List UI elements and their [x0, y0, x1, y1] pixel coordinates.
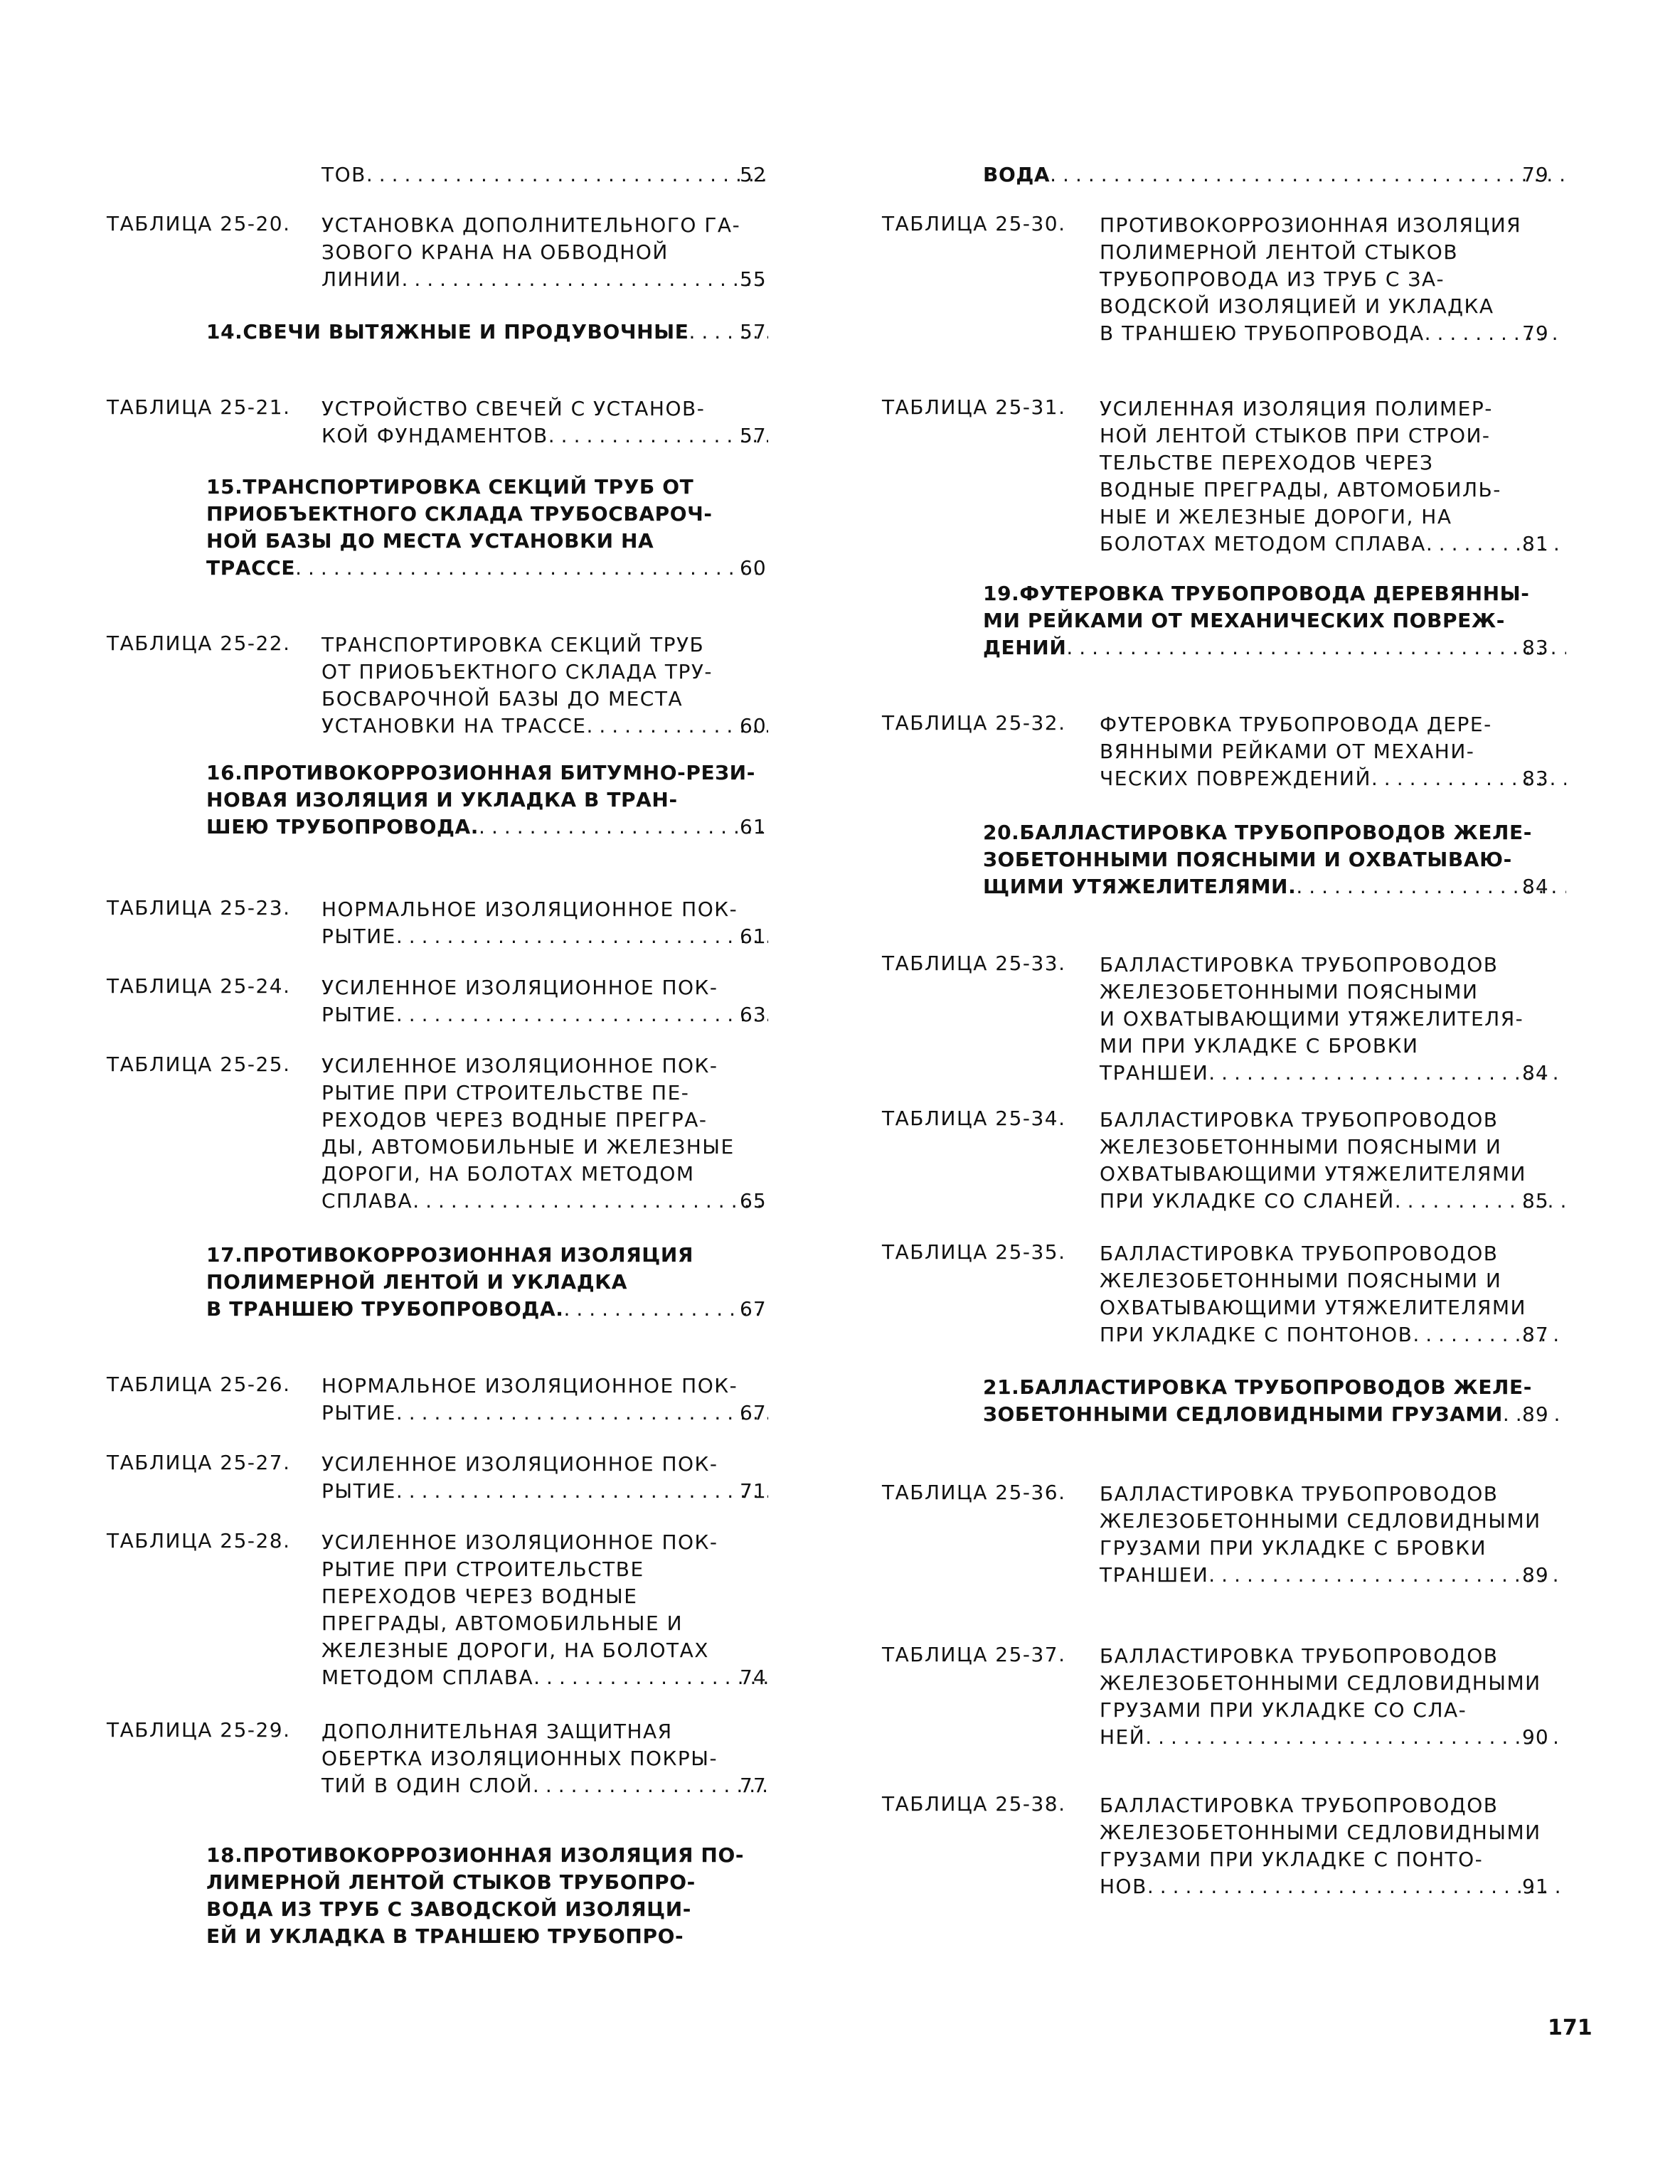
dot-leader	[413, 1188, 768, 1215]
entry-title-text: НЕЙ	[1100, 1725, 1146, 1749]
entry-title-line: БОСВАРОЧНОЙ БАЗЫ ДО МЕСТА	[321, 687, 684, 710]
page-ref[interactable]: 84	[1522, 875, 1549, 898]
page-ref[interactable]: 65	[740, 1189, 767, 1213]
entry-title-text: РЫТИЕ	[321, 925, 396, 948]
entry-title-line: ГРУЗАМИ ПРИ УКЛАДКЕ С ПОНТО-	[1100, 1848, 1484, 1871]
table-label: ТАБЛИЦА 25-31.	[882, 395, 1066, 419]
entry-title	[321, 896, 768, 950]
page-number: 171	[1548, 2015, 1593, 2040]
page-ref[interactable]: 85	[1522, 1189, 1549, 1213]
entry-title-line	[1100, 1321, 1566, 1348]
entry-title-text: ДЕНИЙ	[983, 636, 1067, 659]
page-ref[interactable]: 67	[740, 1297, 767, 1321]
dot-leader	[533, 1664, 768, 1691]
page-ref[interactable]: 91	[1522, 1875, 1549, 1898]
entry-title-line: ЖЕЛЕЗНЫЕ ДОРОГИ, НА БОЛОТАХ	[321, 1639, 709, 1662]
table-label: ТАБЛИЦА 25-35.	[882, 1240, 1066, 1264]
entry-title-line: 21.БАЛЛАСТИРОВКА ТРУБОПРОВОДОВ ЖЕЛЕ-	[983, 1375, 1532, 1399]
entry-title-text: ЩИМИ УТЯЖЕЛИТЕЛЯМИ.	[983, 875, 1297, 898]
page-ref[interactable]: 57	[740, 320, 767, 343]
dot-leader	[548, 422, 768, 449]
entry-title-line: НОРМАЛЬНОЕ ИЗОЛЯЦИОННОЕ ПОК-	[321, 897, 738, 921]
dot-leader	[533, 1772, 768, 1799]
entry-title	[321, 632, 768, 740]
page-ref[interactable]: 74	[740, 1666, 767, 1689]
entry-title-text: КОЙ ФУНДАМЕНТОВ	[321, 424, 548, 447]
entry-title-line: БАЛЛАСТИРОВКА ТРУБОПРОВОДОВ	[1100, 1108, 1499, 1131]
entry-title-line: РЕХОДОВ ЧЕРЕЗ ВОДНЫЕ ПРЕГРА-	[321, 1108, 708, 1131]
entry-title-line: ФУТЕРОВКА ТРУБОПРОВОДА ДЕРЕ-	[1100, 713, 1492, 736]
entry-title	[983, 161, 1566, 188]
entry-title	[1100, 395, 1566, 558]
entry-title-line: ГРУЗАМИ ПРИ УКЛАДКЕ СО СЛА-	[1100, 1698, 1467, 1722]
entry-title	[321, 1529, 768, 1691]
page-ref[interactable]: 84	[1522, 1061, 1549, 1085]
entry-title	[321, 1053, 768, 1215]
entry-title	[206, 1242, 768, 1323]
entry-title	[1100, 711, 1566, 792]
entry-title-line: БАЛЛАСТИРОВКА ТРУБОПРОВОДОВ	[1100, 1482, 1499, 1506]
entry-title	[321, 1718, 768, 1799]
entry-title-text: ЧЕСКИХ ПОВРЕЖДЕНИЙ	[1100, 767, 1371, 790]
entry-title-line: ЖЕЛЕЗОБЕТОННЫМИ СЕДЛОВИДНЫМИ	[1100, 1821, 1541, 1844]
table-label: ТАБЛИЦА 25-33.	[882, 952, 1066, 975]
entry-title-line: МИ РЕЙКАМИ ОТ МЕХАНИЧЕСКИХ ПОВРЕЖ-	[983, 609, 1505, 632]
page-ref[interactable]: 61	[740, 815, 767, 838]
entry-title	[983, 580, 1566, 661]
entry-title-text: ТРАНШЕИ	[1100, 1563, 1209, 1587]
entry-title-line: ОТ ПРИОБЪЕКТНОГО СКЛАДА ТРУ-	[321, 660, 713, 683]
entry-title-line: ПРОТИВОКОРРОЗИОННАЯ ИЗОЛЯЦИЯ	[1100, 213, 1522, 237]
entry-title-text: РЫТИЕ	[321, 1003, 396, 1026]
table-label: ТАБЛИЦА 25-34.	[882, 1107, 1066, 1130]
dot-leader	[396, 1400, 768, 1427]
entry-title-line: ДЫ, АВТОМОБИЛЬНЫЕ И ЖЕЛЕЗНЫЕ	[321, 1135, 735, 1158]
dot-leader	[563, 1296, 768, 1323]
entry-title-line: РЫТИЕ ПРИ СТРОИТЕЛЬСТВЕ ПЕ-	[321, 1081, 690, 1104]
entry-title-text: В ТРАНШЕЮ ТРУБОПРОВОДА.	[206, 1297, 564, 1321]
table-label: ТАБЛИЦА 25-20.	[107, 212, 291, 235]
page-ref[interactable]: 60	[740, 556, 767, 580]
entry-title-line: ЖЕЛЕЗОБЕТОННЫМИ ПОЯСНЫМИ	[1100, 980, 1479, 1003]
entry-title-line: ПОЛИМЕРНОЙ ЛЕНТОЙ СТЫКОВ	[1100, 240, 1459, 264]
entry-title-line: НОРМАЛЬНОЕ ИЗОЛЯЦИОННОЕ ПОК-	[321, 1374, 738, 1397]
entry-title-line: ОХВАТЫВАЮЩИМИ УТЯЖЕЛИТЕЛЯМИ	[1100, 1162, 1526, 1186]
entry-title	[321, 161, 768, 188]
entry-title-line: 18.ПРОТИВОКОРРОЗИОННАЯ ИЗОЛЯЦИЯ ПО-	[206, 1843, 745, 1867]
page-ref[interactable]: 83	[1522, 767, 1549, 790]
entry-title-line	[321, 713, 768, 740]
entry-title-line	[1100, 1562, 1566, 1589]
entry-title-line: ДОРОГИ, НА БОЛОТАХ МЕТОДОМ	[321, 1162, 695, 1186]
entry-title-line: ЗОБЕТОННЫМИ ПОЯСНЫМИ И ОХВАТЫВАЮ-	[983, 848, 1512, 871]
entry-title-line: БАЛЛАСТИРОВКА ТРУБОПРОВОДОВ	[1100, 1794, 1499, 1817]
entry-title-text: ПРИ УКЛАДКЕ СО СЛАНЕЙ	[1100, 1189, 1395, 1213]
entry-title-text: ТРАНШЕИ	[1100, 1061, 1209, 1085]
page-ref[interactable]: 55	[740, 267, 767, 291]
entry-title-line: ВЯННЫМИ РЕЙКАМИ ОТ МЕХАНИ-	[1100, 740, 1475, 763]
dot-leader	[1145, 1724, 1566, 1751]
page-ref[interactable]: 79	[1522, 321, 1549, 345]
entry-title-line	[1100, 320, 1566, 347]
entry-title-line: 17.ПРОТИВОКОРРОЗИОННАЯ ИЗОЛЯЦИЯ	[206, 1243, 694, 1267]
entry-title-line: УСТАНОВКА ДОПОЛНИТЕЛЬНОГО ГА-	[321, 213, 741, 237]
entry-title-line: БАЛЛАСТИРОВКА ТРУБОПРОВОДОВ	[1100, 1242, 1499, 1265]
entry-title-line	[1100, 1060, 1566, 1087]
entry-title-line: ОХВАТЫВАЮЩИМИ УТЯЖЕЛИТЕЛЯМИ	[1100, 1296, 1526, 1319]
entry-title-text: НОВ	[1100, 1875, 1147, 1898]
entry-title-text: УСТАНОВКИ НА ТРАССЕ	[321, 714, 587, 737]
entry-title-line	[206, 319, 768, 346]
dot-leader	[366, 161, 768, 188]
entry-title-line: НОЙ ЛЕНТОЙ СТЫКОВ ПРИ СТРОИ-	[1100, 424, 1491, 447]
table-label: ТАБЛИЦА 25-21.	[107, 395, 291, 419]
entry-title-line	[321, 1478, 768, 1505]
entry-title-line: ПОЛИМЕРНОЙ ЛЕНТОЙ И УКЛАДКА	[206, 1270, 628, 1294]
entry-title-line: ДОПОЛНИТЕЛЬНАЯ ЗАЩИТНАЯ	[321, 1720, 673, 1743]
table-label: ТАБЛИЦА 25-28.	[107, 1529, 291, 1552]
entry-title-line: УСИЛЕННОЕ ИЗОЛЯЦИОННОЕ ПОК-	[321, 1452, 718, 1476]
entry-title	[1100, 952, 1566, 1087]
entry-title-line	[321, 1772, 768, 1799]
entry-title	[1100, 1792, 1566, 1900]
entry-title	[321, 974, 768, 1028]
entry-title	[206, 760, 768, 841]
entry-title-line: 16.ПРОТИВОКОРРОЗИОННАЯ БИТУМНО-РЕЗИ-	[206, 761, 755, 784]
entry-title-line	[983, 161, 1566, 188]
page-ref[interactable]: 81	[1522, 532, 1549, 555]
entry-title-line: ЖЕЛЕЗОБЕТОННЫМИ ПОЯСНЫМИ И	[1100, 1269, 1502, 1292]
entry-title-line: ЛИМЕРНОЙ ЛЕНТОЙ СТЫКОВ ТРУБОПРО-	[206, 1870, 696, 1894]
table-label: ТАБЛИЦА 25-29.	[107, 1718, 291, 1742]
entry-title	[206, 474, 768, 582]
entry-title-line: ВОДА ИЗ ТРУБ С ЗАВОДСКОЙ ИЗОЛЯЦИ-	[206, 1897, 692, 1921]
entry-title-line: 15.ТРАНСПОРТИРОВКА СЕКЦИЙ ТРУБ ОТ	[206, 475, 694, 499]
entry-title-text: ВОДА	[983, 163, 1051, 186]
entry-title-line	[321, 161, 768, 188]
entry-title-text: ШЕЮ ТРУБОПРОВОДА.	[206, 815, 479, 838]
dot-leader	[396, 1478, 768, 1505]
entry-title-text: ЗОБЕТОННЫМИ СЕДЛОВИДНЫМИ ГРУЗАМИ	[983, 1402, 1503, 1426]
table-label: ТАБЛИЦА 25-22.	[107, 632, 291, 655]
dot-leader	[1208, 1060, 1566, 1087]
table-label: ТАБЛИЦА 25-26.	[107, 1373, 291, 1396]
entry-title-text: СПЛАВА	[321, 1189, 413, 1213]
entry-title-line: БАЛЛАСТИРОВКА ТРУБОПРОВОДОВ	[1100, 1644, 1499, 1668]
entry-title-text: БОЛОТАХ МЕТОДОМ СПЛАВА	[1100, 532, 1426, 555]
page-ref[interactable]: 83	[1522, 636, 1549, 659]
table-label: ТАБЛИЦА 25-37.	[882, 1643, 1066, 1666]
table-label: ТАБЛИЦА 25-36.	[882, 1481, 1066, 1504]
entry-title	[321, 1373, 768, 1427]
page-ref[interactable]: 89	[1522, 1563, 1549, 1587]
entry-title	[1100, 1643, 1566, 1751]
dot-leader	[401, 266, 768, 293]
entry-title	[1100, 212, 1566, 347]
dot-leader	[1050, 161, 1566, 188]
entry-title-text: ТИЙ В ОДИН СЛОЙ	[321, 1774, 533, 1797]
entry-title	[1100, 1107, 1566, 1215]
entry-title-line: БАЛЛАСТИРОВКА ТРУБОПРОВОДОВ	[1100, 953, 1499, 976]
entry-title	[983, 819, 1566, 900]
entry-title	[1100, 1240, 1566, 1348]
entry-title-line: ЖЕЛЕЗОБЕТОННЫМИ ПОЯСНЫМИ И	[1100, 1135, 1502, 1158]
entry-title-line	[321, 923, 768, 950]
entry-title-line: ПРЕГРАДЫ, АВТОМОБИЛЬНЫЕ И	[321, 1612, 684, 1635]
entry-title-line	[321, 266, 768, 293]
entry-title-line: УСИЛЕННОЕ ИЗОЛЯЦИОННОЕ ПОК-	[321, 1530, 718, 1554]
page-ref[interactable]: 63	[740, 1003, 767, 1026]
page-ref[interactable]: 79	[1522, 163, 1549, 186]
entry-title-line	[206, 814, 768, 841]
page-ref[interactable]: 61	[740, 925, 767, 948]
entry-title-text: 14.СВЕЧИ ВЫТЯЖНЫЕ И ПРОДУВОЧНЫЕ	[206, 320, 689, 343]
entry-title-line: УСИЛЕННОЕ ИЗОЛЯЦИОННОЕ ПОК-	[321, 1054, 718, 1077]
entry-title-line	[1100, 531, 1566, 558]
entry-title-line	[983, 634, 1566, 661]
entry-title-line	[1100, 1188, 1566, 1215]
page-ref[interactable]: 77	[740, 1774, 767, 1797]
entry-title-line: ТРУБОПРОВОДА ИЗ ТРУБ С ЗА-	[1100, 267, 1445, 291]
table-label: ТАБЛИЦА 25-23.	[107, 896, 291, 920]
dot-leader	[479, 814, 768, 841]
entry-title-line: ПЕРЕХОДОВ ЧЕРЕЗ ВОДНЫЕ	[321, 1584, 638, 1608]
entry-title-line	[206, 555, 768, 582]
entry-title-line	[321, 422, 768, 449]
entry-title-line: ЕЙ И УКЛАДКА В ТРАНШЕЮ ТРУБОПРО-	[206, 1924, 684, 1948]
entry-title-line	[321, 1664, 768, 1691]
entry-title-text: МЕТОДОМ СПЛАВА	[321, 1666, 534, 1689]
table-label: ТАБЛИЦА 25-30.	[882, 212, 1066, 235]
table-label: ТАБЛИЦА 25-38.	[882, 1792, 1066, 1816]
entry-title-line: МИ ПРИ УКЛАДКЕ С БРОВКИ	[1100, 1034, 1419, 1058]
dot-leader	[396, 1001, 768, 1028]
entry-title-text: РЫТИЕ	[321, 1479, 396, 1503]
entry-title-text: РЫТИЕ	[321, 1401, 396, 1424]
dot-leader	[295, 555, 768, 582]
dot-leader	[1208, 1562, 1566, 1589]
entry-title	[206, 319, 768, 346]
entry-title-line	[321, 1188, 768, 1215]
entry-title	[321, 1451, 768, 1505]
entry-title-line: И ОХВАТЫВАЮЩИМИ УТЯЖЕЛИТЕЛЯ-	[1100, 1007, 1524, 1030]
page-ref[interactable]: 87	[1522, 1323, 1549, 1346]
entry-title-line	[206, 1296, 768, 1323]
entry-title-line: УСТРОЙСТВО СВЕЧЕЙ С УСТАНОВ-	[321, 397, 706, 420]
page-ref[interactable]: 71	[740, 1479, 767, 1503]
entry-title-line: 20.БАЛЛАСТИРОВКА ТРУБОПРОВОДОВ ЖЕЛЕ-	[983, 821, 1532, 844]
entry-title-text: ТРАССЕ	[206, 556, 296, 580]
entry-title	[321, 212, 768, 293]
entry-title-line	[983, 873, 1566, 900]
entry-title-line: ЗОВОГО КРАНА НА ОБВОДНОЙ	[321, 240, 669, 264]
entry-title-line	[321, 1400, 768, 1427]
entry-title-line: РЫТИЕ ПРИ СТРОИТЕЛЬСТВЕ	[321, 1557, 644, 1581]
table-label: ТАБЛИЦА 25-24.	[107, 974, 291, 998]
page-ref[interactable]: 60	[740, 714, 767, 737]
entry-title	[321, 395, 768, 449]
entry-title-line: ПРИОБЪЕКТНОГО СКЛАДА ТРУБОСВАРОЧ-	[206, 502, 713, 526]
entry-title-line: 19.ФУТЕРОВКА ТРУБОПРОВОДА ДЕРЕВЯННЫ-	[983, 582, 1530, 605]
entry-title-line: НОВАЯ ИЗОЛЯЦИЯ И УКЛАДКА В ТРАН-	[206, 788, 678, 811]
entry-title-line: ТРАНСПОРТИРОВКА СЕКЦИЙ ТРУБ	[321, 633, 705, 656]
entry-title-line: УСИЛЕННАЯ ИЗОЛЯЦИЯ ПОЛИМЕР-	[1100, 397, 1493, 420]
table-label: ТАБЛИЦА 25-27.	[107, 1451, 291, 1474]
entry-title-line: НОЙ БАЗЫ ДО МЕСТА УСТАНОВКИ НА	[206, 529, 654, 553]
page-ref[interactable]: 67	[740, 1401, 767, 1424]
entry-title-text: ПРИ УКЛАДКЕ С ПОНТОНОВ	[1100, 1323, 1413, 1346]
page-ref[interactable]: 89	[1522, 1402, 1549, 1426]
entry-title-line: ОБЕРТКА ИЗОЛЯЦИОННЫХ ПОКРЫ-	[321, 1747, 718, 1770]
entry-title-line: ГРУЗАМИ ПРИ УКЛАДКЕ С БРОВКИ	[1100, 1536, 1487, 1560]
entry-title-text: ТОВ	[321, 163, 366, 186]
entry-title-line: ТЕЛЬСТВЕ ПЕРЕХОДОВ ЧЕРЕЗ	[1100, 451, 1434, 474]
entry-title-line	[1100, 1724, 1566, 1751]
page-ref[interactable]: 90	[1522, 1725, 1549, 1749]
entry-title-line: ВОДСКОЙ ИЗОЛЯЦИЕЙ И УКЛАДКА	[1100, 294, 1494, 318]
dot-leader	[1066, 634, 1566, 661]
entry-title-line: ЖЕЛЕЗОБЕТОННЫМИ СЕДЛОВИДНЫМИ	[1100, 1671, 1541, 1695]
dot-leader	[396, 923, 768, 950]
entry-title-text: ЛИНИИ	[321, 267, 402, 291]
entry-title-line: ЖЕЛЕЗОБЕТОННЫМИ СЕДЛОВИДНЫМИ	[1100, 1509, 1541, 1533]
entry-title	[983, 1374, 1566, 1428]
entry-title-line	[1100, 1873, 1566, 1900]
entry-title-line: НЫЕ И ЖЕЛЕЗНЫЕ ДОРОГИ, НА	[1100, 505, 1452, 528]
entry-title	[206, 1842, 768, 1950]
entry-title-line	[321, 1001, 768, 1028]
page-ref[interactable]: 57	[740, 424, 767, 447]
entry-title	[1100, 1481, 1566, 1589]
dot-leader	[1147, 1873, 1566, 1900]
page-ref[interactable]: 52	[740, 163, 767, 186]
table-label: ТАБЛИЦА 25-25.	[107, 1053, 291, 1076]
entry-title-line	[1100, 765, 1566, 792]
entry-title-line: УСИЛЕННОЕ ИЗОЛЯЦИОННОЕ ПОК-	[321, 976, 718, 999]
entry-title-line	[983, 1401, 1566, 1428]
entry-title-line: ВОДНЫЕ ПРЕГРАДЫ, АВТОМОБИЛЬ-	[1100, 478, 1501, 501]
entry-title-text: В ТРАНШЕЮ ТРУБОПРОВОДА	[1100, 321, 1425, 345]
table-label: ТАБЛИЦА 25-32.	[882, 711, 1066, 735]
